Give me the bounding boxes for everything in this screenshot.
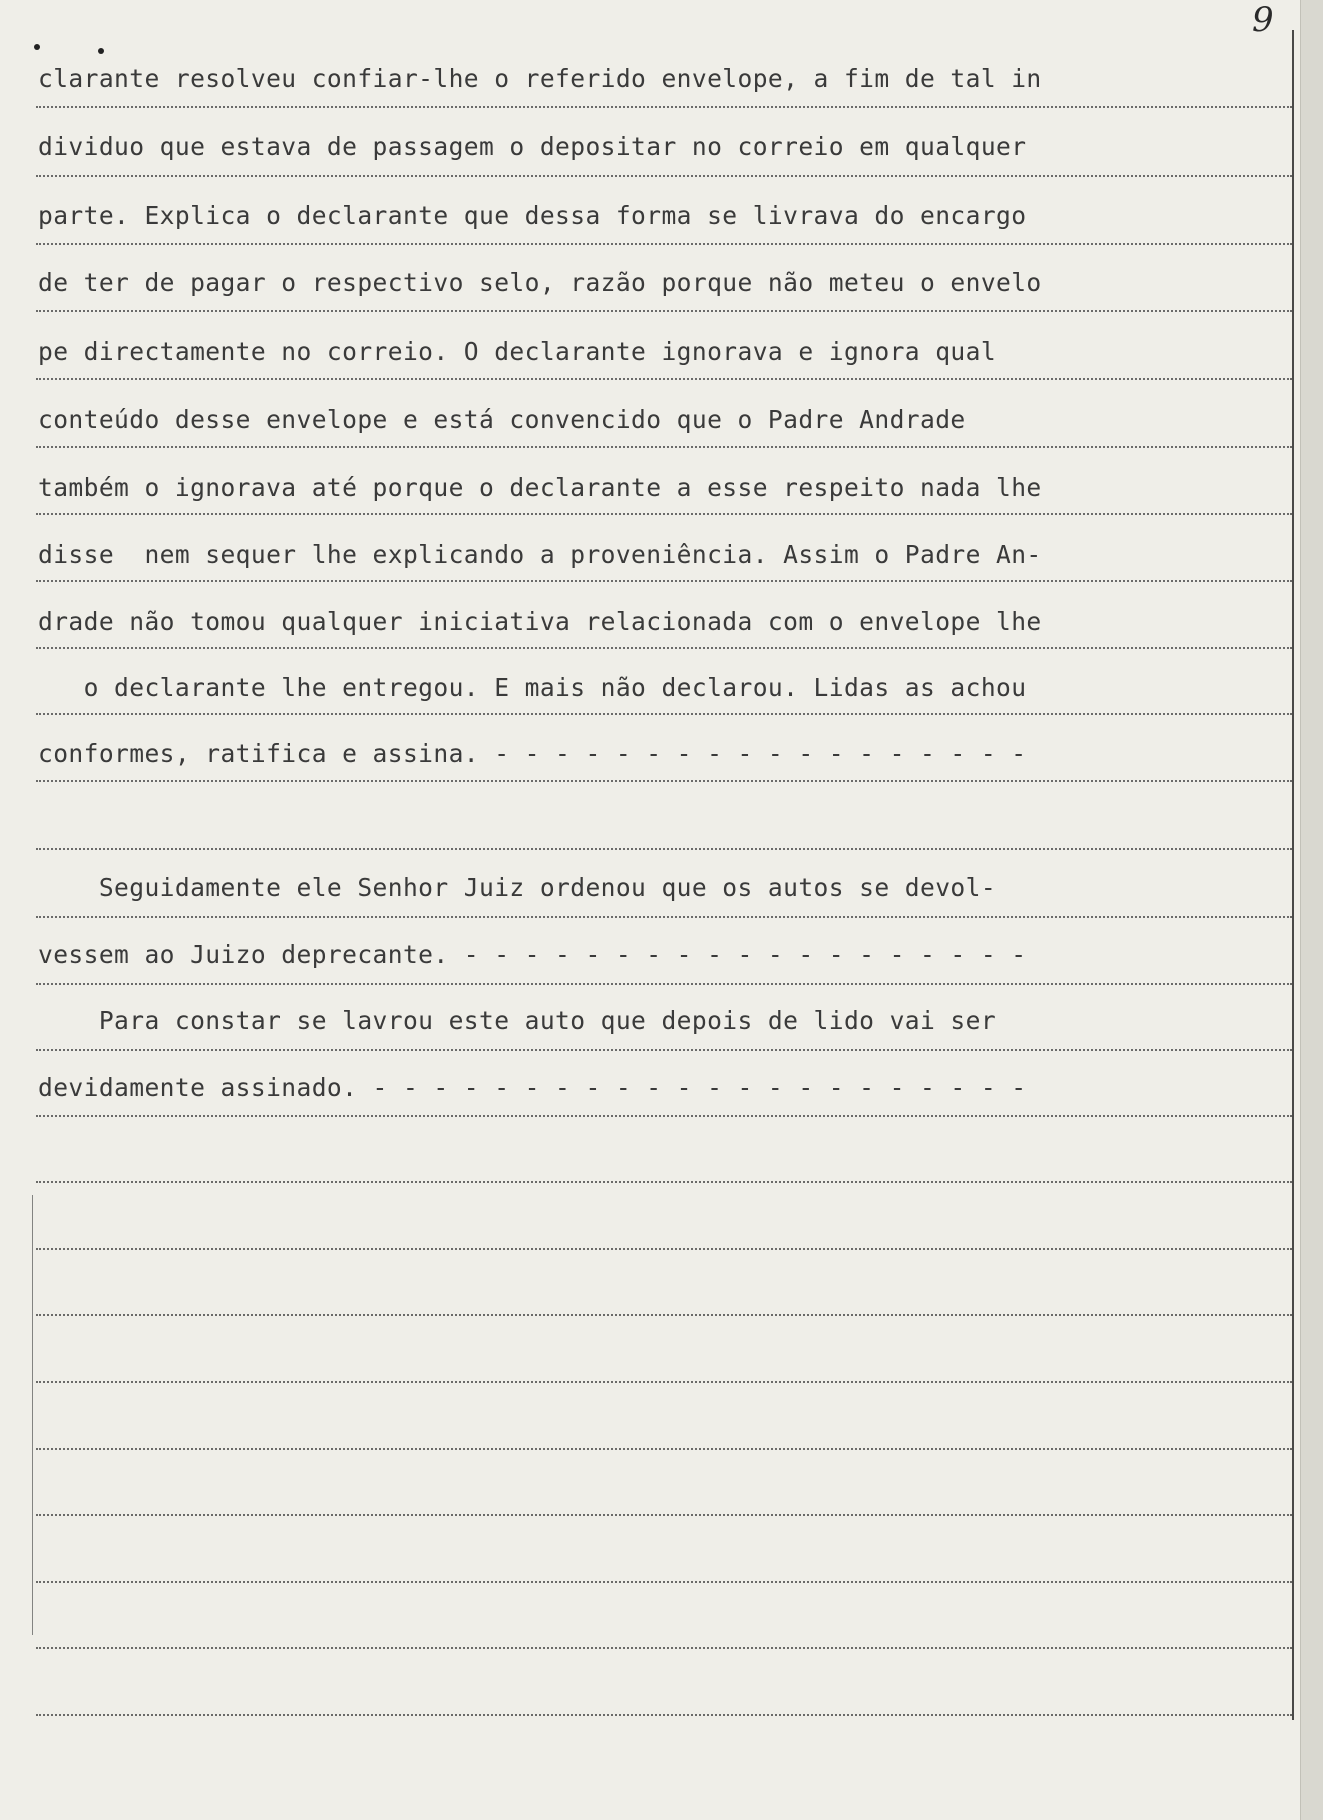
text-line: vessem ao Juizo deprecante. - - - - - - - - - - - - - - - - - - - <box>38 940 1027 969</box>
text-line: pe directamente no correio. O declarante ignorava e ignora qual <box>38 337 997 366</box>
text-underline-rule <box>36 647 1292 649</box>
text-underline-rule <box>36 378 1292 380</box>
blank-ruled-line <box>36 1181 1292 1183</box>
text-underline-rule <box>36 916 1292 918</box>
text-underline-rule <box>36 713 1292 715</box>
text-line: conteúdo desse envelope e está convencido que o Padre Andrade <box>38 405 966 434</box>
text-underline-rule <box>36 1049 1292 1051</box>
text-line: o declarante lhe entregou. E mais não declarou. Lidas as achou <box>38 673 1027 702</box>
ink-dot <box>34 44 40 50</box>
text-line: dividuo que estava de passagem o depositar no correio em qualquer <box>38 132 1027 161</box>
text-underline-rule <box>36 580 1292 582</box>
blank-ruled-line <box>36 1647 1292 1649</box>
ink-dot <box>98 48 104 54</box>
text-underline-rule <box>36 780 1292 782</box>
blank-ruled-line <box>36 1514 1292 1516</box>
blank-ruled-line <box>36 1448 1292 1450</box>
text-underline-rule <box>36 106 1292 108</box>
text-underline-rule <box>36 310 1292 312</box>
text-line: também o ignorava até porque o declarante a esse respeito nada lhe <box>38 473 1042 502</box>
blank-ruled-line <box>36 1714 1292 1716</box>
text-line: Seguidamente ele Senhor Juiz ordenou que os autos se devol- <box>38 873 997 902</box>
left-margin-rule <box>32 1195 33 1635</box>
text-line: devidamente assinado. - - - - - - - - - - - - - - - - - - - - - - <box>38 1073 1027 1102</box>
text-underline-rule <box>36 1115 1292 1117</box>
text-underline-rule <box>36 175 1292 177</box>
text-underline-rule <box>36 243 1292 245</box>
blank-ruled-line <box>36 1381 1292 1383</box>
page-edge-shadow <box>1300 0 1323 1820</box>
blank-ruled-line <box>36 1248 1292 1250</box>
text-line: parte. Explica o declarante que dessa forma se livrava do encargo <box>38 201 1027 230</box>
right-margin-rule <box>1292 30 1294 1720</box>
blank-ruled-line <box>36 1314 1292 1316</box>
blank-ruled-line <box>36 1581 1292 1583</box>
text-line: drade não tomou qualquer iniciativa relacionada com o envelope lhe <box>38 607 1042 636</box>
text-underline-rule <box>36 983 1292 985</box>
text-underline-rule <box>36 513 1292 515</box>
text-underline-rule <box>36 446 1292 448</box>
text-line: de ter de pagar o respectivo selo, razão porque não meteu o envelo <box>38 268 1042 297</box>
text-underline-rule <box>36 848 1292 850</box>
page-number: 9 <box>1252 0 1274 40</box>
text-line: clarante resolveu confiar-lhe o referido envelope, a fim de tal in <box>38 64 1042 93</box>
text-line: disse nem sequer lhe explicando a proveniência. Assim o Padre An- <box>38 540 1042 569</box>
text-line: conformes, ratifica e assina. - - - - - - - - - - - - - - - - - - <box>38 739 1027 768</box>
text-line: Para constar se lavrou este auto que depois de lido vai ser <box>38 1006 997 1035</box>
